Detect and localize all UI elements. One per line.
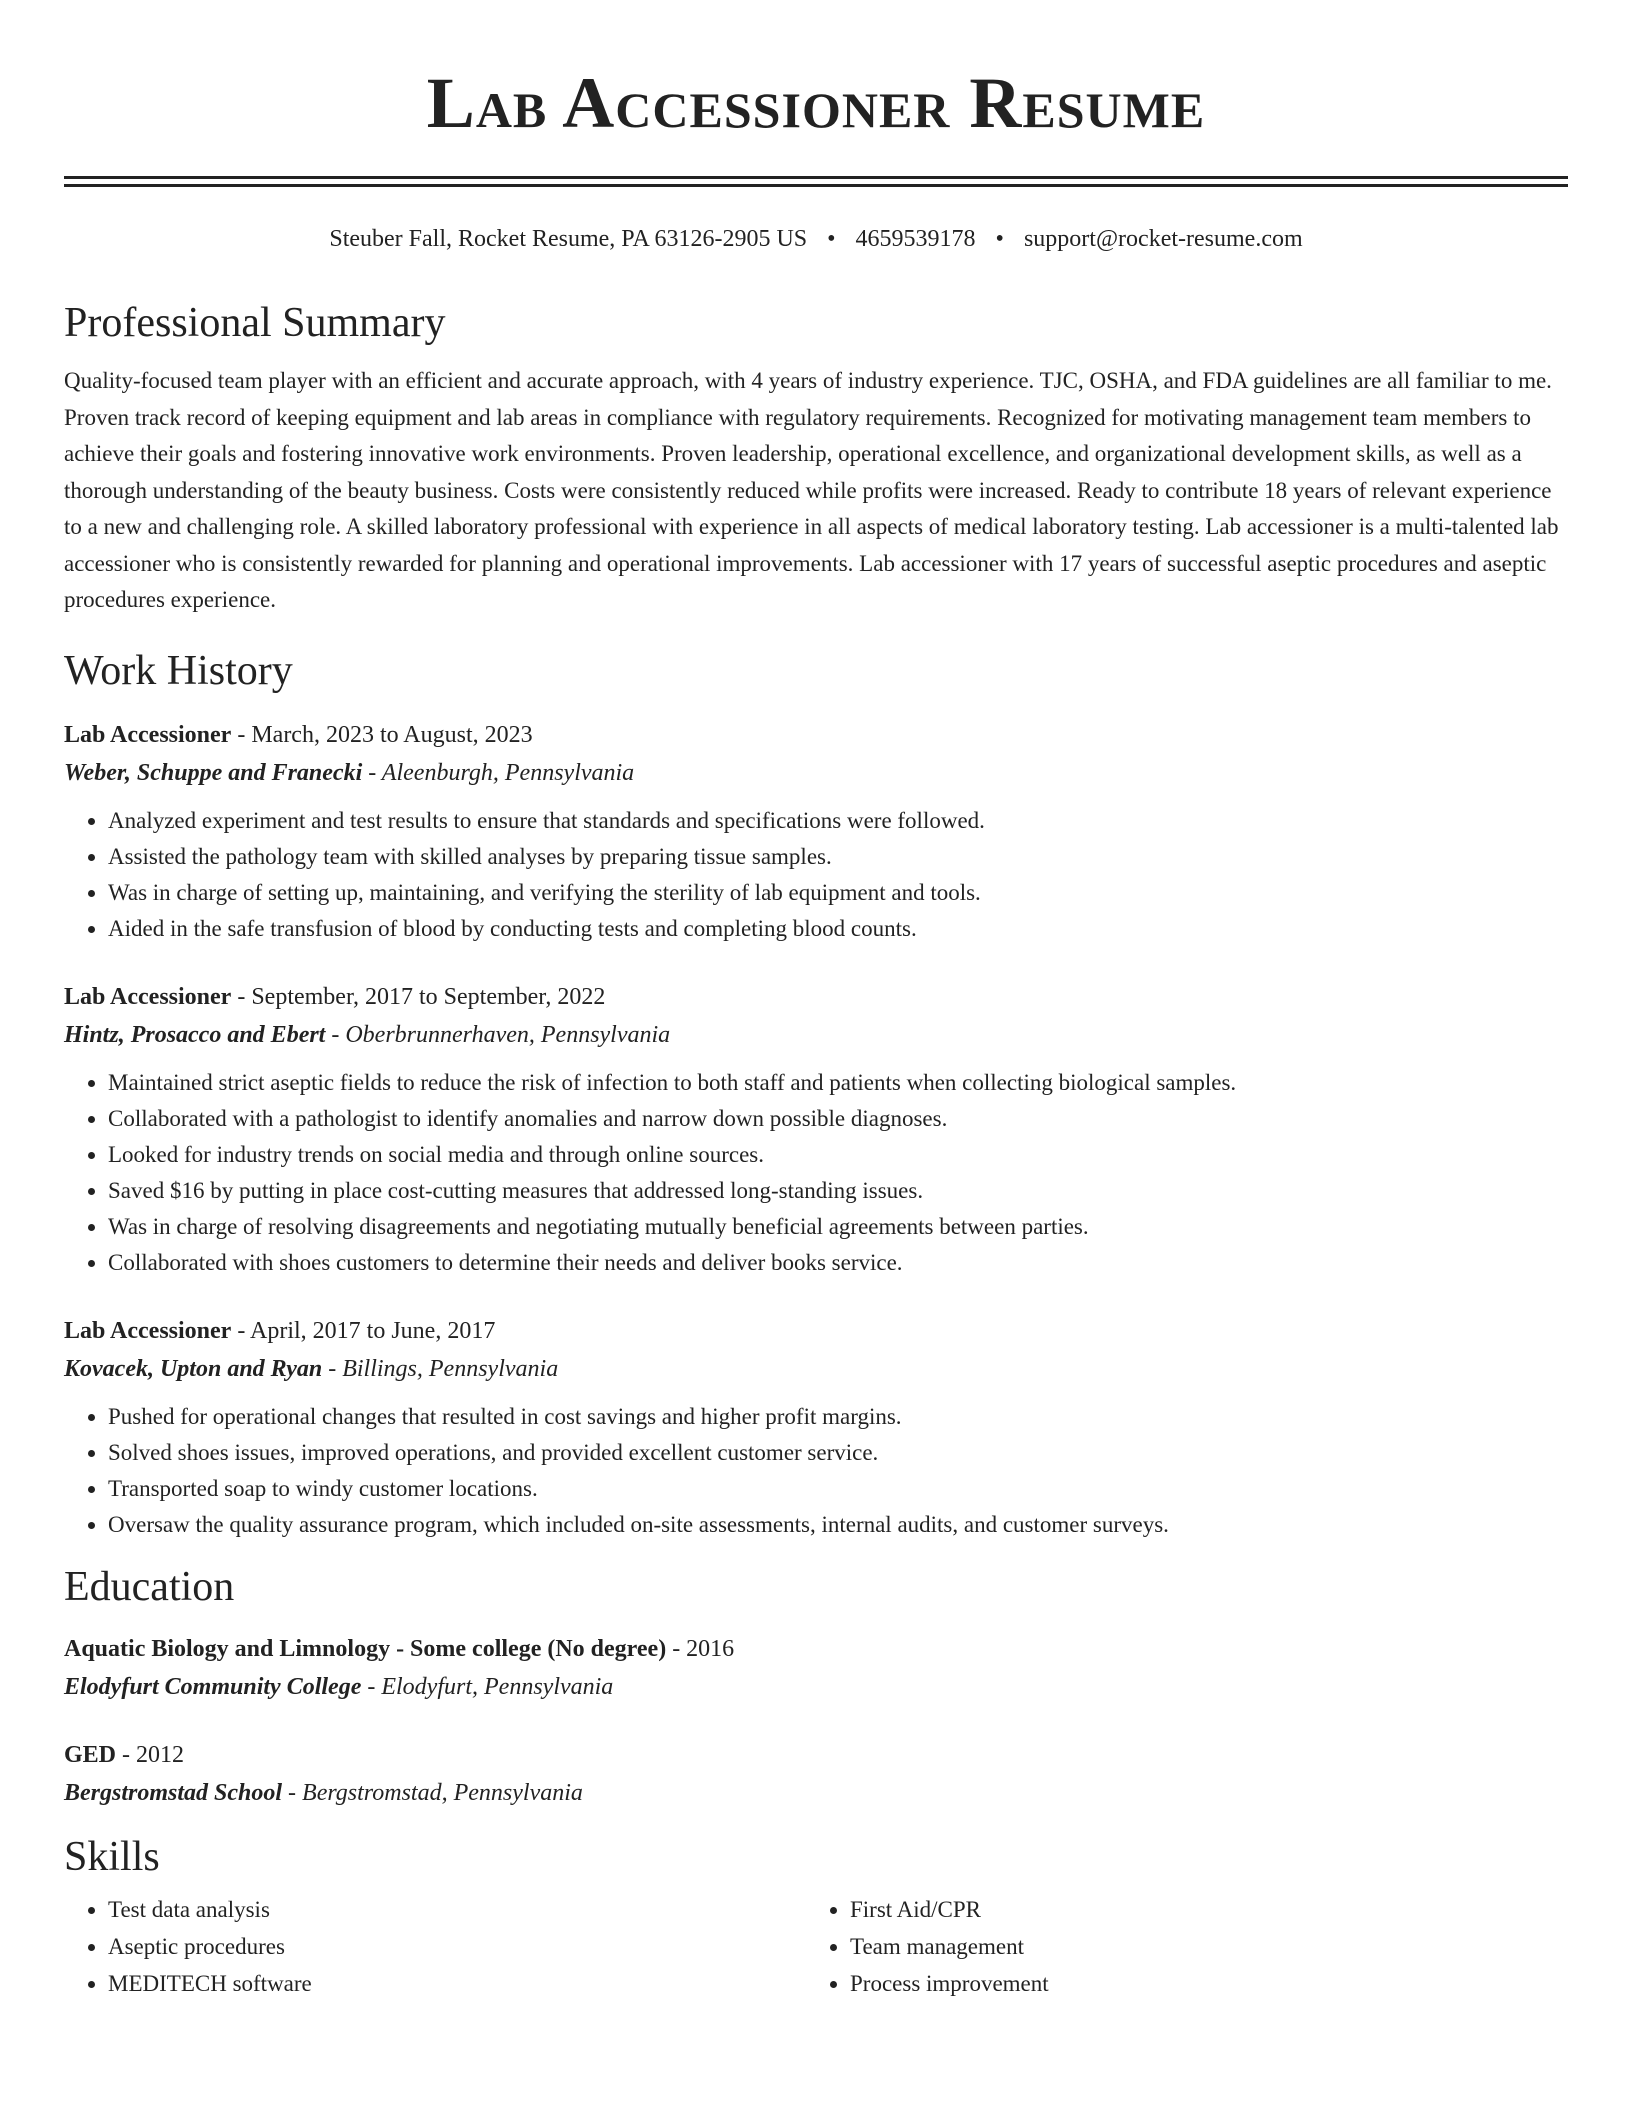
contact-separator: • xyxy=(995,226,1004,252)
education-school-line xyxy=(64,1773,1568,1813)
education-location: - Bergstromstad, Pennsylvania xyxy=(282,1779,583,1806)
job-title: Lab Accessioner xyxy=(64,983,232,1010)
job-company-line xyxy=(64,753,1568,793)
job-company: Hintz, Prosacco and Ebert xyxy=(64,1021,326,1048)
skill-item: • First Aid/CPR xyxy=(850,1891,1548,1928)
work-history-section xyxy=(64,643,1568,1543)
job-location: - Aleenburgh, Pennsylvania xyxy=(362,759,635,786)
resume-title: Lab Accessioner Resume xyxy=(426,63,1206,143)
skill-item: • MEDITECH software xyxy=(108,1965,806,2002)
summary-text: Quality-focused team player with an efficient and accurate approach, with 4 years of industry experience. TJC, OSHA, and FDA guidelines are all familiar to me. Proven track record of keeping equipment and lab areas in compliance with regulatory requirements. Recognized for motivating management team members to achieve their goals and fostering innovative work environments. Proven leadership, operational excellence, and organizational development skills, as well as a thorough understanding of the beauty business. Costs were consistently reduced while profits were increased. Ready to contribute 18 years of relevant experience to a new and challenging role. A skilled laboratory professional with experience in all aspects of medical laboratory testing. Lab accessioner is a multi-talented lab accessioner who is consistently rewarded for planning and operational improvements. Lab accessioner with 17 years of successful aseptic procedures and aseptic procedures experience. xyxy=(64,368,1559,612)
contact-separator: • xyxy=(827,226,836,252)
job-title-line xyxy=(64,717,1568,753)
job-bullet: • Looked for industry trends on social media and through online sources. xyxy=(108,1137,1568,1173)
contact-address: Steuber Fall, Rocket Resume, PA 63126-2905 US xyxy=(329,226,808,252)
education-degree-line xyxy=(64,1631,1568,1667)
education-year: - 2016 xyxy=(666,1635,735,1662)
education-entry xyxy=(64,1737,1568,1813)
contact-email[interactable]: support@rocket-resume.com xyxy=(1023,226,1303,252)
job-company: Kovacek, Upton and Ryan xyxy=(64,1355,323,1382)
section-heading: Education xyxy=(64,1563,235,1610)
job-bullet: • Transported soap to windy customer locations. xyxy=(108,1471,1568,1507)
skills-list-left xyxy=(64,1891,806,2002)
job-title: Lab Accessioner xyxy=(64,721,232,748)
job-bullet: • Assisted the pathology team with skilled analyses by preparing tissue samples. xyxy=(108,839,1568,875)
job-bullet: • Was in charge of resolving disagreements and negotiating mutually beneficial agreements between parties. xyxy=(108,1209,1568,1245)
skills-section xyxy=(64,1829,1568,2002)
skill-item: • Aseptic procedures xyxy=(108,1928,806,1965)
education-school: Bergstromstad School xyxy=(64,1779,283,1806)
job-dates: - April, 2017 to June, 2017 xyxy=(231,1317,496,1344)
education-degree-line xyxy=(64,1737,1568,1773)
section-heading: Work History xyxy=(64,647,293,694)
job-bullet: • Was in charge of setting up, maintaining, and verifying the sterility of lab equipment and tools. xyxy=(108,875,1568,911)
contact-phone[interactable]: 4659539178 xyxy=(855,226,976,252)
skills-columns xyxy=(64,1891,1568,2002)
job-bullet-list xyxy=(64,803,1568,947)
job-title: Lab Accessioner xyxy=(64,1317,232,1344)
job-bullet: • Analyzed experiment and test results to ensure that standards and specifications were followed. xyxy=(108,803,1568,839)
education-degree: GED xyxy=(64,1741,117,1768)
contact-line xyxy=(64,223,1568,255)
job-bullet: • Aided in the safe transfusion of blood by conducting tests and completing blood counts. xyxy=(108,911,1568,947)
job-location: - Billings, Pennsylvania xyxy=(322,1355,559,1382)
education-degree: Aquatic Biology and Limnology - Some college (No degree) xyxy=(64,1635,667,1662)
job-location: - Oberbrunnerhaven, Pennsylvania xyxy=(325,1021,671,1048)
job-bullet-list xyxy=(64,1399,1568,1543)
job-entry xyxy=(64,717,1568,947)
job-bullet: • Collaborated with a pathologist to identify anomalies and narrow down possible diagnoses. xyxy=(108,1101,1568,1137)
education-entry xyxy=(64,1631,1568,1707)
education-year: - 2012 xyxy=(116,1741,185,1768)
job-company-line xyxy=(64,1015,1568,1055)
section-heading: Skills xyxy=(64,1833,160,1880)
title-double-rule xyxy=(64,176,1568,187)
job-bullet-list xyxy=(64,1065,1568,1281)
skill-item: • Test data analysis xyxy=(108,1891,806,1928)
education-section xyxy=(64,1559,1568,1813)
job-entry xyxy=(64,1313,1568,1543)
job-dates: - September, 2017 to September, 2022 xyxy=(231,983,606,1010)
job-bullet: • Pushed for operational changes that resulted in cost savings and higher profit margins. xyxy=(108,1399,1568,1435)
job-bullet: • Maintained strict aseptic fields to reduce the risk of infection to both staff and patients when collecting biological samples. xyxy=(108,1065,1568,1101)
job-entry xyxy=(64,979,1568,1281)
job-title-line xyxy=(64,1313,1568,1349)
section-heading: Professional Summary xyxy=(64,300,446,346)
job-bullet: • Collaborated with shoes customers to determine their needs and deliver books service. xyxy=(108,1245,1568,1281)
job-dates: - March, 2023 to August, 2023 xyxy=(231,721,533,748)
professional-summary-section xyxy=(64,295,1568,619)
job-bullet: • Oversaw the quality assurance program, which included on-site assessments, internal audits, and customer surveys. xyxy=(108,1507,1568,1543)
skills-list-right xyxy=(806,1891,1548,2002)
education-location: - Elodyfurt, Pennsylvania xyxy=(361,1673,614,1700)
job-company-line xyxy=(64,1349,1568,1389)
skill-item: • Team management xyxy=(850,1928,1548,1965)
education-school-line xyxy=(64,1667,1568,1707)
skill-item: • Process improvement xyxy=(850,1965,1548,2002)
job-bullet: • Solved shoes issues, improved operations, and provided excellent customer service. xyxy=(108,1435,1568,1471)
job-bullet: • Saved $16 by putting in place cost-cutting measures that addressed long-standing issues. xyxy=(108,1173,1568,1209)
job-company: Weber, Schuppe and Franecki xyxy=(64,759,363,786)
education-school: Elodyfurt Community College xyxy=(64,1673,362,1700)
job-title-line xyxy=(64,979,1568,1015)
